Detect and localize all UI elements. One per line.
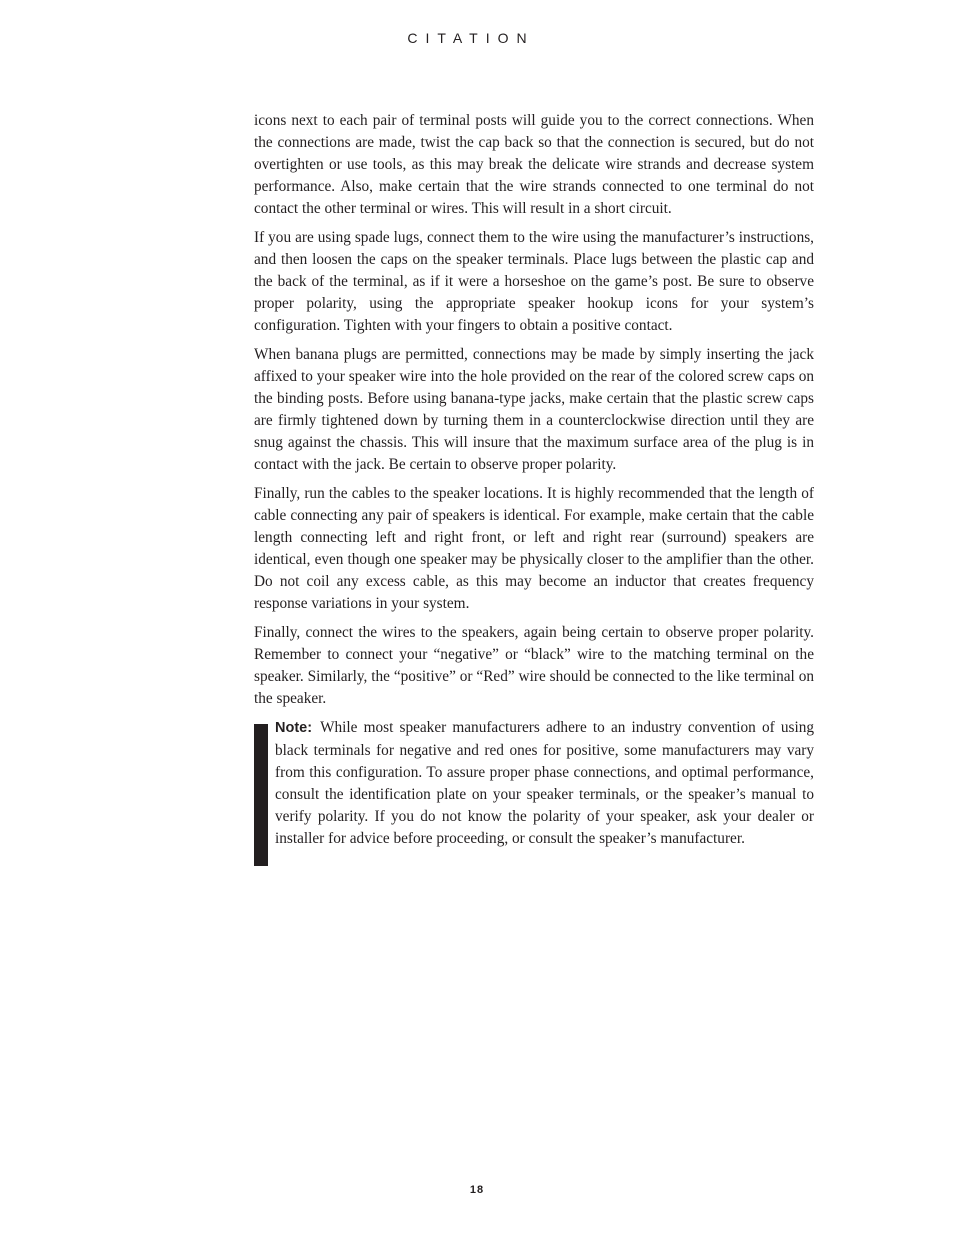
paragraph-terminal-connections: icons next to each pair of terminal posts will guide you to the correct connections. When the connections are made, twist the cap back so that the connection is secured, but do not overtighten or use tools, as this may break the delicate wire strands and decrease system performance. Also, make certain that the wire strands connected to one terminal do not contact the other terminal or wires. This will result in a short circuit. xyxy=(254,112,814,217)
note-body: While most speaker manufacturers adhere to an industry convention of using black terminals for negative and red ones for positive, some manufacturers may vary from this configuration. To assure proper phase connections, and optimal performance, consult the identification plate on your speaker terminals, or the speaker’s manual to verify polarity. If you do not know the polarity of your speaker, ask your dealer or installer for advice before proceeding, or consult the speaker’s manufacturer. xyxy=(275,719,814,847)
note-block xyxy=(254,717,814,849)
paragraph-spade-lugs: If you are using spade lugs, connect them to the wire using the manufacturer’s instructions, and then loosen the caps on the speaker terminals. Place lugs between the plastic cap and the back of the terminal, as if it were a horseshoe on the game’s post. Be sure to observe proper polarity, using the appropriate speaker hookup icons for your system’s configuration. Tighten with your fingers to obtain a positive contact. xyxy=(254,229,814,334)
paragraph-cable-routing: Finally, run the cables to the speaker locations. It is highly recommended that the length of cable connecting any pair of speakers is identical. For example, make certain that the cable length connecting left and right front, or left and right rear (surround) speakers are identical, even though one speaker may be physically closer to the amplifier than the other. Do not coil any excess cable, as this may become an inductor that creates frequency response variations in your system. xyxy=(254,485,814,612)
page-header: CITATION xyxy=(407,30,535,46)
page-number: 18 xyxy=(469,1184,485,1196)
paragraph-speaker-wiring: Finally, connect the wires to the speakers, again being certain to observe proper polarity. Remember to connect your “negative” or “black” wire to the matching terminal on the speaker. Similarly, the “positive” or “Red” wire should be connected to the like terminal on the speaker. xyxy=(254,623,814,707)
body-text xyxy=(254,110,814,857)
note-bar xyxy=(254,724,268,866)
note-label: Note: xyxy=(275,720,313,737)
paragraph-banana-plugs: When banana plugs are permitted, connections may be made by simply inserting the jack affixed to your speaker wire into the hole provided on the rear of the colored screw caps on the binding posts. Before using banana-type jacks, make certain that the plastic screw caps are firmly tightened down by turning them in a counterclockwise direction until they are snug against the chassis. This will insure that the maximum surface area of the plug is in contact with the jack. Be certain to observe proper polarity. xyxy=(254,346,814,473)
note-text xyxy=(275,717,814,849)
